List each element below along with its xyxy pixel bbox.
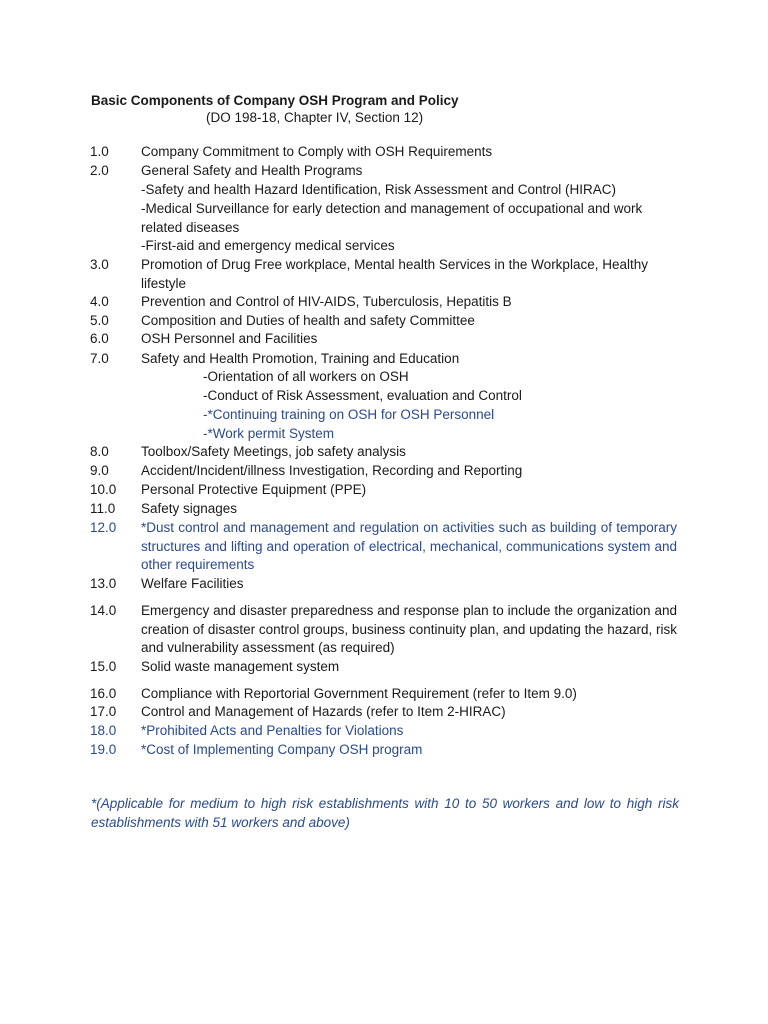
item-number: 17.0 bbox=[90, 704, 117, 719]
item-number: 12.0 bbox=[90, 520, 117, 535]
footnote: *(Applicable for medium to high risk establishments with 10 to 50 workers and low to high risk establishments with 51 workers and above) bbox=[91, 796, 679, 830]
item-number: 7.0 bbox=[90, 351, 109, 366]
item-text: Emergency and disaster preparedness and response plan to include the organization and creation of disaster control groups, business continuity plan, and updating the hazard, risk and vulnerability assessment (as required) bbox=[141, 603, 677, 655]
item-text: Accident/Incident/illness Investigation, Recording and Reporting bbox=[141, 463, 523, 478]
item-number: 19.0 bbox=[90, 742, 117, 757]
item-text: General Safety and Health Programs bbox=[141, 163, 363, 178]
document-title: Basic Components of Company OSH Program and Policy bbox=[91, 93, 459, 108]
item-number: 10.0 bbox=[90, 482, 117, 497]
item-number: 8.0 bbox=[90, 444, 109, 459]
item-text: Promotion of Drug Free workplace, Mental health Services in the Workplace, Healthy lifestyle bbox=[141, 257, 648, 291]
sub-item: -*Work permit System bbox=[203, 426, 335, 441]
sub-item: -Safety and health Hazard Identification, Risk Assessment and Control (HIRAC) bbox=[141, 182, 616, 197]
item-text: *Cost of Implementing Company OSH program bbox=[141, 742, 423, 757]
item-text: *Prohibited Acts and Penalties for Violations bbox=[141, 723, 404, 738]
item-number: 3.0 bbox=[90, 257, 109, 272]
item-number: 1.0 bbox=[90, 144, 109, 159]
sub-item: -*Continuing training on OSH for OSH Personnel bbox=[203, 407, 495, 422]
item-text: Compliance with Reportorial Government Requirement (refer to Item 9.0) bbox=[141, 686, 577, 701]
sub-item: -Medical Surveillance for early detection and management of occupational and work related diseases bbox=[141, 201, 643, 235]
document-subtitle: (DO 198-18, Chapter IV, Section 12) bbox=[206, 110, 424, 125]
item-text: *Dust control and management and regulation on activities such as building of temporary structures and lifting and operation of electrical, mechanical, communications system and other requirements bbox=[141, 520, 677, 572]
item-number: 2.0 bbox=[90, 163, 109, 178]
item-text: Welfare Facilities bbox=[141, 576, 244, 591]
item-number: 5.0 bbox=[90, 313, 109, 328]
item-text: Company Commitment to Comply with OSH Requirements bbox=[141, 144, 493, 159]
item-number: 16.0 bbox=[90, 686, 117, 701]
item-number: 9.0 bbox=[90, 463, 109, 478]
sub-item: -Conduct of Risk Assessment, evaluation and Control bbox=[203, 388, 522, 403]
item-number: 4.0 bbox=[90, 294, 109, 309]
item-text: Solid waste management system bbox=[141, 659, 340, 674]
item-number: 6.0 bbox=[90, 331, 109, 346]
item-text: Control and Management of Hazards (refer to Item 2-HIRAC) bbox=[141, 704, 506, 719]
item-text: OSH Personnel and Facilities bbox=[141, 331, 318, 346]
item-number: 14.0 bbox=[90, 603, 117, 618]
item-text: Safety signages bbox=[141, 501, 238, 516]
sub-item: -First-aid and emergency medical services bbox=[141, 238, 395, 253]
item-text: Prevention and Control of HIV-AIDS, Tuberculosis, Hepatitis B bbox=[141, 294, 512, 309]
item-text: Personal Protective Equipment (PPE) bbox=[141, 482, 367, 497]
item-number: 18.0 bbox=[90, 723, 117, 738]
item-number: 15.0 bbox=[90, 659, 117, 674]
item-number: 13.0 bbox=[90, 576, 117, 591]
item-text: Toolbox/Safety Meetings, job safety analysis bbox=[141, 444, 406, 459]
item-text: Composition and Duties of health and safety Committee bbox=[141, 313, 475, 328]
item-number: 11.0 bbox=[90, 501, 116, 516]
item-text: Safety and Health Promotion, Training and Education bbox=[141, 351, 460, 366]
sub-item: -Orientation of all workers on OSH bbox=[203, 369, 409, 384]
